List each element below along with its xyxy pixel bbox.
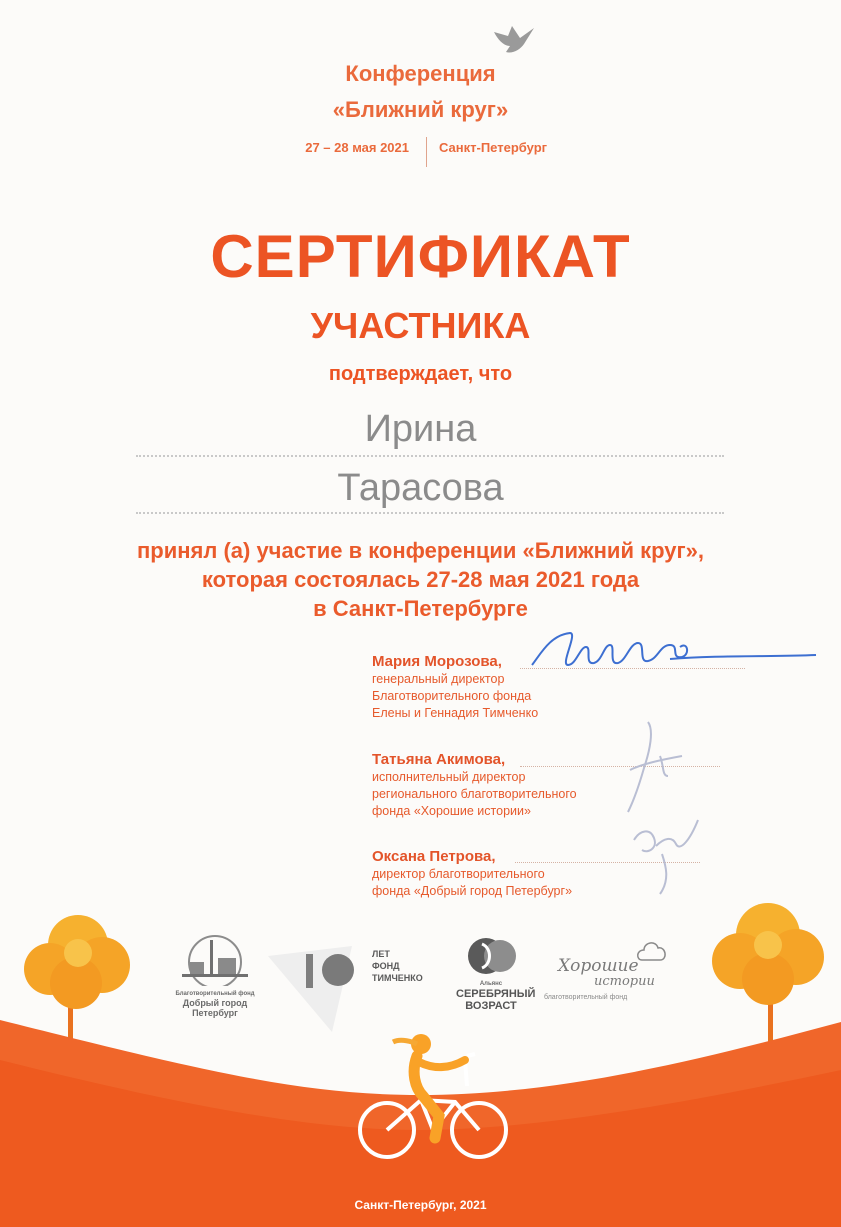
signatory-2-role-line-3: фонда «Хорошие истории» [372, 804, 531, 818]
name-dotted-line-2 [136, 512, 724, 514]
timchenko-line-3: ТИМЧЕНКО [372, 973, 423, 983]
certificate-confirms: подтверждает, что [328, 363, 513, 385]
name-dotted-line-1 [136, 455, 724, 457]
signatory-3 [372, 847, 572, 900]
dove-icon [490, 18, 538, 58]
cyclist-illustration [355, 1030, 515, 1165]
signature-3 [620, 810, 710, 900]
timchenko-line-2: ФОНД [372, 961, 400, 971]
cloud-icon [636, 936, 668, 966]
signatory-1 [372, 652, 538, 722]
signatory-1-role-line-2: Благотворительного фонда [372, 689, 532, 703]
meta-divider [426, 137, 427, 167]
signatory-2-role-line-2: регионального благотворительного [372, 787, 577, 801]
statement-line-3: в Санкт-Петербурге [313, 596, 528, 621]
statement-line-2: которая состоялась 27-28 мая 2021 года [201, 567, 640, 592]
serebr-line-1: СЕРЕБРЯНЫЙ [456, 988, 536, 1000]
khoroshie-line-2: истории [594, 974, 655, 989]
recipient-first-name: Ирина [364, 408, 477, 450]
conference-title [0, 56, 841, 128]
timchenko-line-1: ЛЕТ [372, 949, 390, 959]
signature-2 [610, 720, 700, 820]
khoroshie-line-1: Хорошие [558, 956, 639, 976]
dobry-line-2: Петербург [192, 1008, 238, 1018]
statement-line-1: принял (а) участие в конференции «Ближний круг», [136, 538, 704, 563]
participation-statement [0, 536, 841, 623]
dobry-small-label: Благотворительный фонд [175, 991, 255, 997]
conference-title-line1: Конференция [345, 61, 496, 86]
signatory-1-role-line-3: Елены и Геннадия Тимченко [372, 706, 539, 720]
certificate-subtitle: УЧАСТНИКА [310, 305, 531, 346]
signature-1 [520, 625, 820, 675]
signatory-3-role-line-1: директор благотворительного [372, 867, 545, 881]
conference-city: Санкт-Петербург [439, 140, 548, 155]
recipient-last-name: Тарасова [337, 467, 504, 509]
footer-city-year: Санкт-Петербург, 2021 [354, 1198, 487, 1212]
alliance-emblem-icon [456, 934, 526, 976]
signatory-3-name: Оксана Петрова, [372, 848, 496, 865]
conference-title-line2: «Ближний круг» [332, 97, 509, 122]
timchenko-text [372, 948, 423, 984]
signatory-3-role-line-2: фонда «Добрый город Петербург» [372, 884, 573, 898]
city-skyline-icon [170, 930, 260, 986]
conference-dates: 27 – 28 мая 2021 [305, 140, 409, 155]
serebr-top-label: Альянс [479, 981, 503, 987]
signatory-2-role-line-1: исполнительный директор [372, 770, 526, 784]
serebr-line-2: ВОЗРАСТ [465, 1000, 517, 1012]
signatory-1-role-line-1: генеральный директор [372, 672, 505, 686]
signatory-2 [372, 750, 577, 820]
khoroshie-small-label: благотворительный фонд [544, 994, 628, 1001]
conference-meta [0, 137, 841, 167]
certificate-title: СЕРТИФИКАТ [210, 223, 631, 290]
signatory-1-name: Мария Морозова, [372, 653, 502, 670]
signatory-2-name: Татьяна Акимова, [372, 751, 506, 768]
dobry-line-1: Добрый город [182, 998, 248, 1008]
